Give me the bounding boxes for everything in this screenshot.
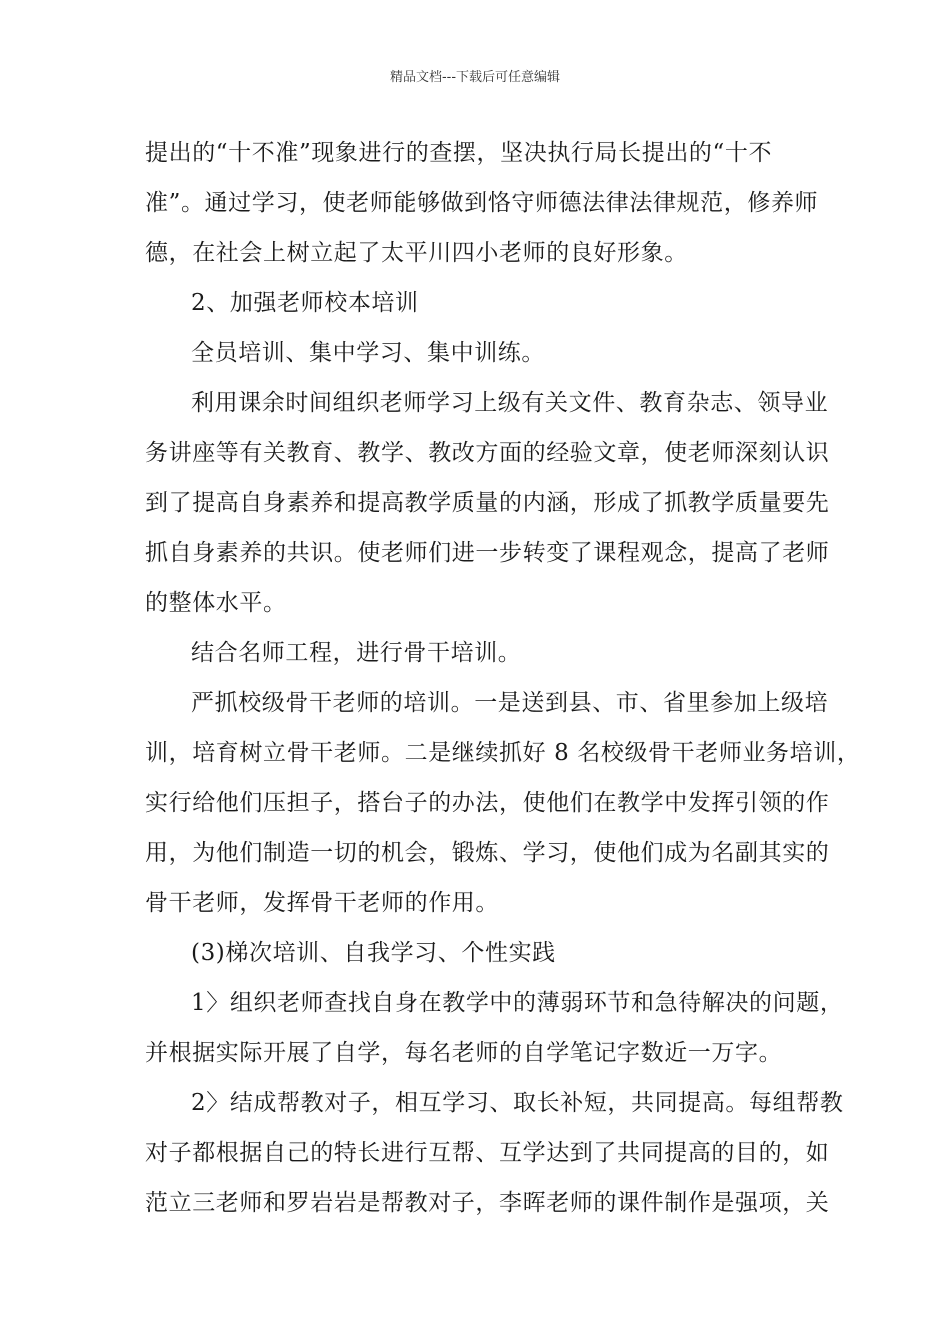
text-line: 利用课余时间组织老师学习上级有关文件、教育杂志、领导业 [191, 390, 829, 416]
text-line: 到了提高自身素养和提高教学质量的内涵，形成了抓教学质量要先 [145, 490, 830, 516]
text-line: 全员培训、集中学习、集中训练。 [191, 340, 545, 366]
text-line: 抓自身素养的共识。使老师们进一步转变了课程观念，提高了老师 [145, 540, 830, 566]
text-line: 并根据实际开展了自学，每名老师的自学笔记字数近一万字。 [145, 1040, 783, 1066]
text-line: (3)梯次培训、自我学习、个性实践 [191, 940, 556, 966]
text-line: 对子都根据自己的特长进行互帮、互学达到了共同提高的目的，如 [145, 1140, 830, 1166]
document-body [145, 128, 861, 1228]
page-header: 精品文档---下载后可任意编辑 [389, 70, 561, 85]
text-line: 严抓校级骨干老师的培训。一是送到县、市、省里参加上级培 [191, 690, 829, 716]
text-line: 1〉组织老师查找自身在教学中的薄弱环节和急待解决的问题， [191, 990, 844, 1016]
text-line: 务讲座等有关教育、教学、教改方面的经验文章，使老师深刻认识 [145, 440, 830, 466]
text-line: 提出的“十不准”现象进行的查摆，坚决执行局长提出的“十不 [145, 140, 773, 166]
text-line: 实行给他们压担子，搭台子的办法，使他们在教学中发挥引领的作 [145, 790, 830, 816]
text-line: 骨干老师，发挥骨干老师的作用。 [145, 890, 499, 916]
text-line: 的整体水平。 [145, 590, 287, 616]
text-line: 结合名师工程，进行骨干培训。 [191, 640, 522, 666]
text-line: 范立三老师和罗岩岩是帮教对子，李晖老师的课件制作是强项，关 [145, 1190, 830, 1216]
text-line: 2、加强老师校本培训 [191, 290, 419, 316]
text-line: 训，培育树立骨干老师。二是继续抓好 8 名校级骨干老师业务培训， [145, 740, 861, 766]
text-line: 德，在社会上树立起了太平川四小老师的良好形象。 [145, 240, 688, 266]
text-line: 用，为他们制造一切的机会，锻炼、学习，使他们成为名副其实的 [145, 840, 830, 866]
text-line: 2〉结成帮教对子，相互学习、取长补短，共同提高。每组帮教 [191, 1090, 844, 1116]
text-line: 准”。通过学习，使老师能够做到恪守师德法律法律规范，修养师 [145, 190, 819, 216]
